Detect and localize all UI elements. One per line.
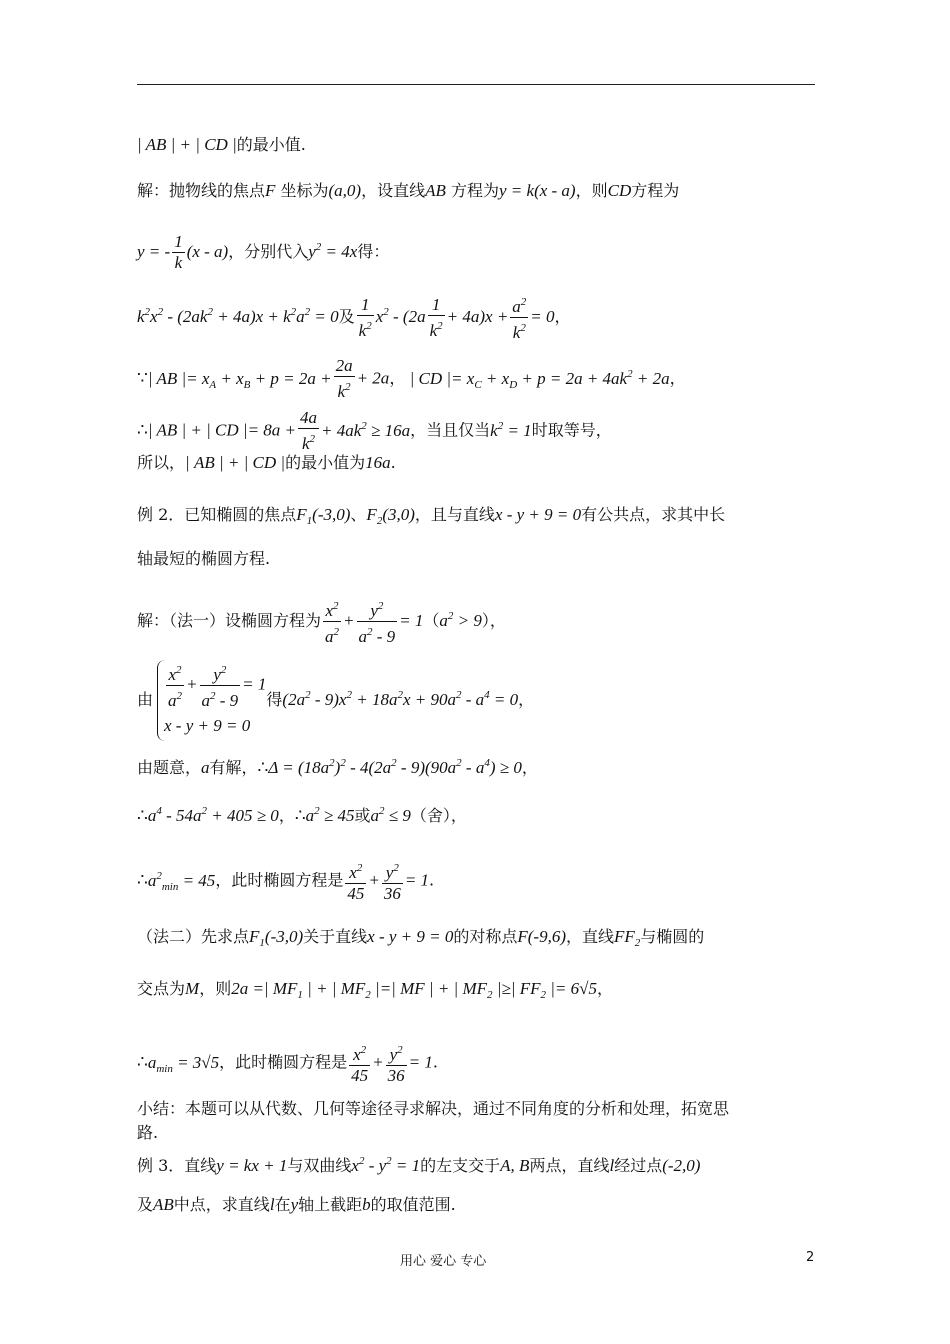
line-2: 解：抛物线的焦点F 坐标为(a,0)，设直线AB 方程为y = k(x - a)，则CD方程为 [137, 181, 680, 200]
text: 解：（法一）设椭圆方程为 [137, 611, 322, 630]
text: 有解， [209, 758, 258, 777]
text: ，此时椭圆方程是 [215, 870, 344, 890]
text: 由 [137, 690, 154, 709]
text: 得 [266, 690, 283, 709]
text: 小结：本题可以从代数、几何等途径寻求解决，通过不同角度的分析和处理，拓宽思 [137, 1099, 730, 1118]
text: 例 3．直线 [137, 1156, 217, 1175]
line-21: 及AB中点，求直线l在y轴上截距b的取值范围. [137, 1195, 456, 1214]
line-1: | AB | + | CD |的最小值. [137, 135, 306, 154]
line-6: ∴| AB | + | CD |= 8a + $\frac{4a}{k^2}$ + $4ak^2 \ge 16a$，当且仅当$k^2 = 1$时取等号， [137, 408, 612, 453]
text: 或 [354, 806, 371, 825]
text: ，分别代入 [228, 242, 309, 261]
line-7: 所以，| AB | + | CD |的最小值为16a. [137, 453, 396, 472]
page-number: 2 [806, 1250, 815, 1265]
text: ，且与直线 [414, 505, 495, 524]
text: 交点为 [137, 979, 186, 998]
line-12: 由题意，a有解，∴Δ = $(18a^2)^2 - 4(2a^2 - 9)(90a^2 - a^4) \ge 0$， [137, 757, 538, 777]
line-19 [137, 1122, 158, 1144]
text: 方程为 [631, 181, 680, 200]
line-15: （法二）先求点$F_1(-3,0)$关于直线x - y + 9 = 0的对称点F(-9,6)，直线$FF_2$与椭圆的 [137, 927, 705, 949]
text: 所以， [137, 453, 186, 472]
text: 两点，直线 [529, 1156, 610, 1175]
line-9 [137, 548, 270, 570]
footer-text: 用心 爱心 专心 [400, 1254, 487, 1269]
text: 由题意， [137, 758, 202, 777]
text: ，当且仅当 [410, 420, 491, 440]
header-rule [137, 84, 815, 85]
text: 的最小值为 [285, 453, 366, 472]
text: 得： [357, 242, 390, 261]
text: 中点，求直线 [173, 1195, 270, 1214]
text: 经过点 [614, 1156, 663, 1175]
text: 与椭圆的 [640, 927, 705, 946]
text: ，则 [199, 979, 232, 998]
text: 关于直线 [303, 927, 368, 946]
text: 在 [274, 1195, 291, 1214]
line-13: $\therefore a^4 - 54a^2 + 405 \ge 0$，$\therefore a^2 \ge 45$或$a^2 \le 9$（舍）， [137, 805, 467, 825]
text: 轴最短的椭圆方程. [137, 549, 271, 568]
line-10: 解：（法一）设椭圆方程为 $\frac{x^2}{a^2}$ + $\frac{y^2}{a^2 - 9}$ = $1(a^2 > 9)$， [137, 596, 506, 647]
line-20: 例 3．直线y = kx + 1与双曲线$x^2 - y^2 = 1$的左支交于A, B两点，直线l经过点(-2,0) [137, 1155, 701, 1175]
text: ，此时椭圆方程是 [219, 1052, 348, 1072]
text: 方程为 [450, 181, 499, 200]
line-3: y = - $\frac{1}{k}$ (x - a)，分别代入$y^2 = 4x$得： [137, 232, 390, 272]
text: 时取等号， [531, 420, 612, 440]
text: （法二）先求点 [137, 927, 250, 946]
text: 轴上截距 [298, 1195, 363, 1214]
text: 路. [137, 1123, 159, 1142]
text: 及 [137, 1195, 154, 1214]
line-5: ∵| AB |= $x_A + x_B + p = 2a$ + $\frac{2a}{k^2}$ + 2a， | CD |= $x_C + x_D + p = 2a + 4ak^2 + 2a$， [137, 356, 686, 401]
line-14: $\therefore a^2_{min} = 45$，此时椭圆方程是 $\frac{x^2}{45}$ + $\frac{y^2}{36}$ = 1. [137, 858, 434, 904]
text: 、 [350, 505, 367, 524]
line-11: 由 $\frac{x^2}{a^2}$ + $\frac{y^2}{a^2 - 9}$ = 1 x - y + 9 = 0 得$(2a^2 - 9)x^2 + 18a^2x + 90a^2 - a^4 = 0$， [137, 660, 534, 741]
line-8: 例 2．已知椭圆的焦点$F_1(-3,0)$、$F_2(3,0)$，且与直线x - y + 9 = 0有公共点，求其中长 [137, 505, 726, 527]
text: 有公共点，求其中长 [581, 505, 726, 524]
text: 的左支交于 [420, 1156, 501, 1175]
text: 坐标为 [280, 181, 329, 200]
text: ，则 [575, 181, 608, 200]
text: （舍）， [410, 806, 467, 825]
text: 的对称点 [453, 927, 518, 946]
text: 解：抛物线的焦点 [137, 181, 266, 200]
text: 的取值范围. [370, 1195, 456, 1214]
text: 的最小值. [236, 135, 306, 154]
text: 及 [338, 307, 355, 326]
line-18 [137, 1098, 729, 1120]
text: ，直线 [566, 927, 615, 946]
line-4: $k^2x^2 - (2ak^2 + 4a)x + k^2a^2 = 0$及 $\frac{1}{k^2}$ $x^2 - (2a$ $\frac{1}{k^2}$ + 4a)x + $\frac{a^2}{k^2}$ = 0， [137, 292, 571, 343]
text: ，设直线 [361, 181, 426, 200]
text: 例 2．已知椭圆的焦点 [137, 505, 297, 524]
text: 与双曲线 [287, 1156, 352, 1175]
line-17: $\therefore a_{min} = 3√5$，此时椭圆方程是 $\frac{x^2}{45}$ + $\frac{y^2}{36}$ = 1. [137, 1040, 438, 1086]
line-16: 交点为M，则2a =| $MF_1$ | + | $MF_2$ |=| MF | + | $MF_2$ |≥| $FF_2$ |= 6√5， [137, 979, 613, 1001]
